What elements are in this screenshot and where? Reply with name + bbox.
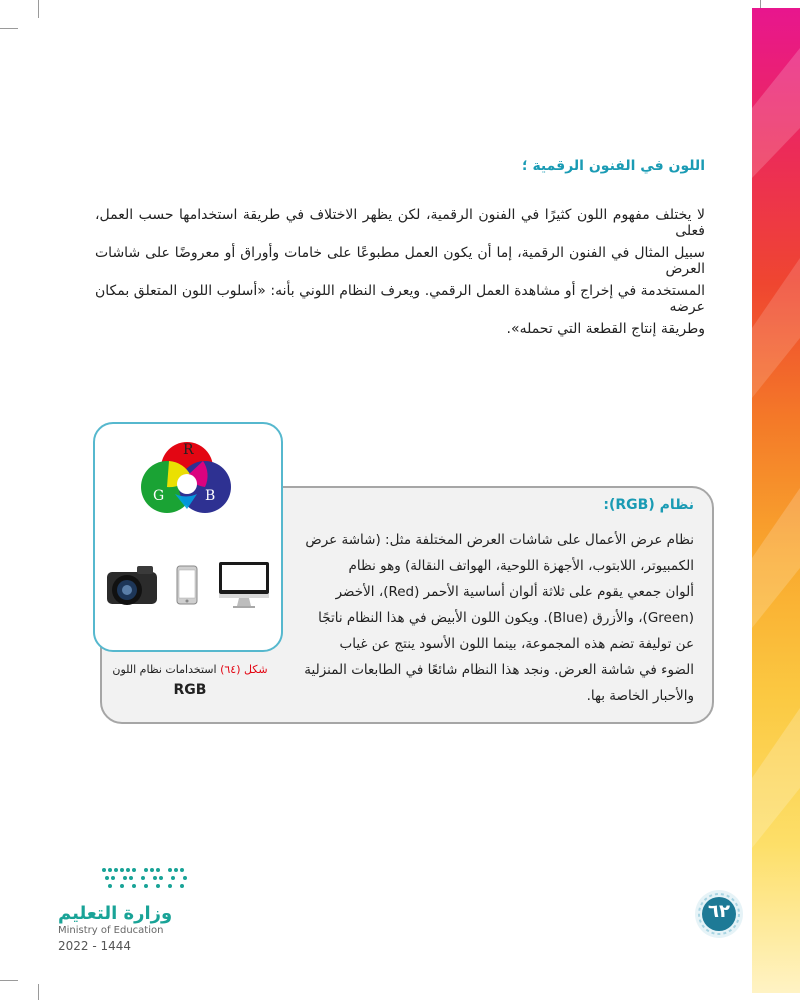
- crop-mark: [38, 0, 39, 18]
- crop-mark: [0, 28, 18, 29]
- b-label: B: [205, 488, 216, 504]
- page-number-badge: [693, 888, 745, 940]
- caption-sub: RGB: [173, 682, 207, 698]
- camera-icon: [107, 566, 157, 605]
- monitor-icon: [219, 562, 269, 608]
- caption-text: استخدامات نظام اللون: [112, 663, 217, 676]
- ministry-name-en: Ministry of Education: [58, 925, 164, 936]
- rgb-box-line: الكمبيوتر، اللابتوب، الأجهزة اللوحية، الهواتف النقالة) وهو نظام: [348, 558, 694, 574]
- figure-caption: [105, 663, 275, 676]
- g-label: G: [153, 488, 165, 504]
- section-title: اللون في الفنون الرقمية ؛: [521, 158, 705, 174]
- paragraph-line: سبيل المثال في الفنون الرقمية، إما أن يكون العمل مطبوعًا على خامات وأوراق أو معروضًا على شاشات العرض: [95, 245, 705, 277]
- rgb-box-line: الضوء في شاشة العرض. ونجد هذا النظام شائعًا في الطابعات المنزلية: [304, 662, 694, 678]
- paragraph-line: المستخدمة في إخراج أو مشاهدة العمل الرقمي. ويعرف النظام اللوني بأنه: «أسلوب اللون المتعلق بمكان عرضه: [95, 283, 705, 315]
- crop-mark: [760, 0, 761, 8]
- crop-mark: [0, 980, 18, 981]
- band-stripes: [752, 8, 800, 993]
- rgb-box-line: ألوان جمعي يقوم على ثلاثة ألوان أساسية الأحمر (Red)، الأخضر: [335, 584, 694, 600]
- decorative-color-band: [752, 8, 800, 993]
- figure-card: [93, 422, 283, 652]
- rgb-figure: [95, 424, 281, 650]
- rgb-box-line: نظام عرض الأعمال على شاشات العرض المختلفة مثل: (شاشة عرض: [305, 532, 694, 548]
- smartphone-icon: [177, 566, 197, 604]
- paragraph-line: وطريقة إنتاج القطعة التي تحمله».: [506, 321, 705, 337]
- rgb-box-line: والأحبار الخاصة بها.: [586, 688, 694, 704]
- caption-prefix: شكل (٦٤): [220, 663, 268, 676]
- ministry-logo-icon: [98, 862, 193, 896]
- year-label: 2022 - 1444: [58, 939, 132, 953]
- crop-mark: [38, 984, 39, 1000]
- ministry-name-ar: وزارة التعليم: [58, 903, 173, 924]
- paragraph-line: لا يختلف مفهوم اللون كثيرًا في الفنون الرقمية، لكن يظهر الاختلاف في طريقة استخدامها حسب العمل، فعلى: [95, 207, 705, 239]
- rgb-box-line: (Green)، والأزرق (Blue). ويكون اللون الأبيض في هذا النظام ناتجًا: [318, 610, 694, 626]
- r-label: R: [183, 442, 194, 458]
- rgb-box-title: نظام (RGB):: [603, 497, 694, 513]
- rgb-box-line: عن توليفة تضم هذه المجموعة، بينما اللون الأسود ينتج عن غياب: [339, 636, 694, 652]
- page-number: ٦٢: [708, 901, 730, 922]
